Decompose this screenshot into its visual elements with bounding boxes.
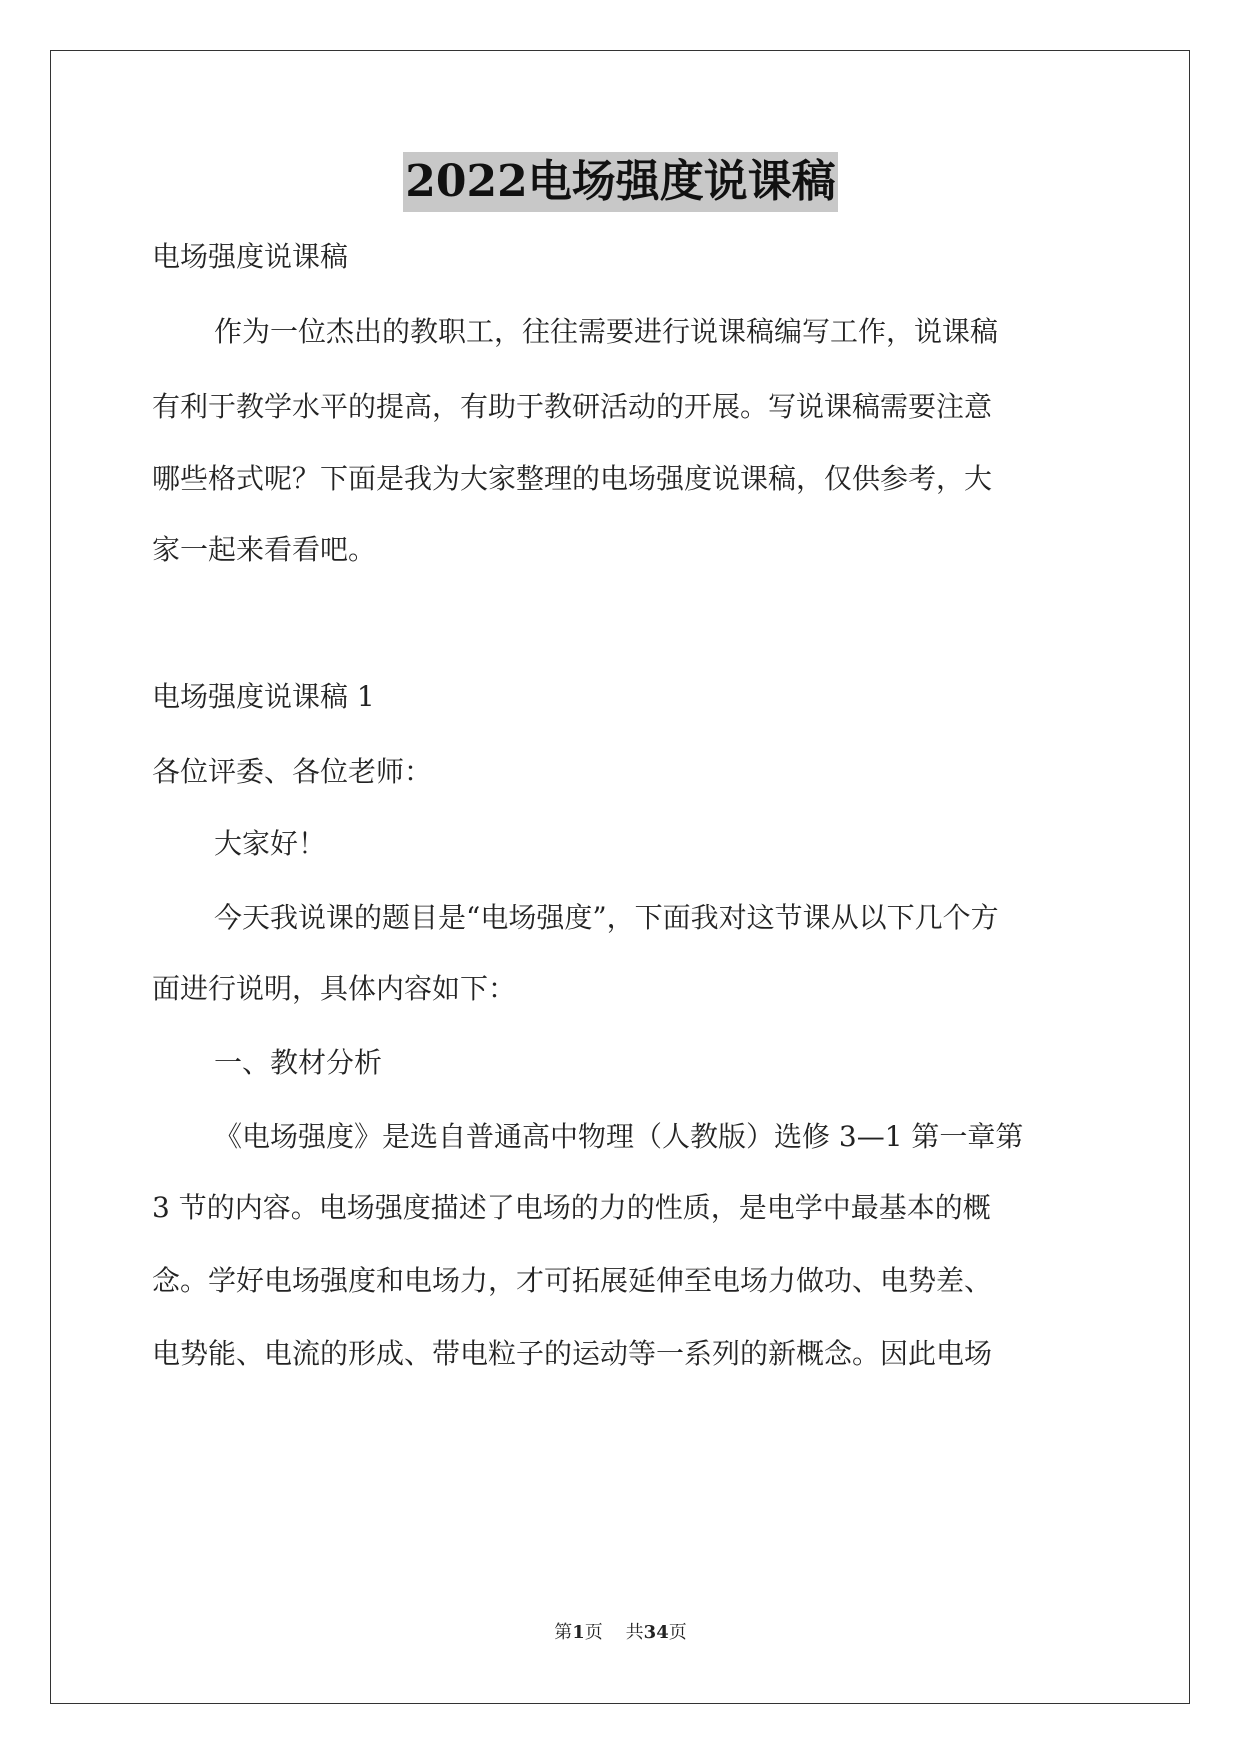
document-title-text: 2022电场强度说课稿 [403,152,837,212]
body-line-3: 《电场强度》是选自普通高中物理（人教版）选修 3—1 第一章第 [214,1120,1024,1153]
body-line-5: 念。学好电场强度和电场力，才可拓展延伸至电场力做功、电势差、 [152,1264,993,1297]
body-line-6: 电势能、电流的形成、带电粒子的运动等一系列的新概念。因此电场 [152,1337,993,1370]
footer-total-pages: 34 [643,1622,669,1643]
body-line-1: 今天我说课的题目是“电场强度”，下面我对这节课从以下几个方 [214,901,999,934]
footer-page-prefix: 第 [554,1622,573,1643]
document-title [0,152,1241,212]
footer-total-suffix: 页 [668,1622,687,1643]
body-line-2: 面进行说明，具体内容如下： [152,972,517,1005]
intro-line-3: 哪些格式呢？下面是我为大家整理的电场强度说课稿，仅供参考，大 [152,462,993,495]
greeting-line: 各位评委、各位老师： [152,755,433,788]
subsection-heading: 一、教材分析 [214,1046,383,1079]
intro-line-4: 家一起来看看吧。 [152,533,377,566]
intro-line-1: 作为一位杰出的教职工，往往需要进行说课稿编写工作，说课稿 [214,315,999,348]
footer-total-prefix: 共 [625,1622,644,1643]
footer-page-suffix: 页 [584,1622,603,1643]
hello-line: 大家好！ [214,827,327,860]
body-line-4: 3 节的内容。电场强度描述了电场的力的性质，是电学中最基本的概 [152,1191,991,1224]
subtitle-line: 电场强度说课稿 [152,240,349,273]
intro-line-2: 有利于教学水平的提高，有助于教研活动的开展。写说课稿需要注意 [152,390,993,423]
section-heading-1: 电场强度说课稿 1 [152,680,375,713]
page-footer [0,1621,1241,1645]
footer-page-number: 1 [572,1622,585,1643]
page-border [50,50,1190,1704]
